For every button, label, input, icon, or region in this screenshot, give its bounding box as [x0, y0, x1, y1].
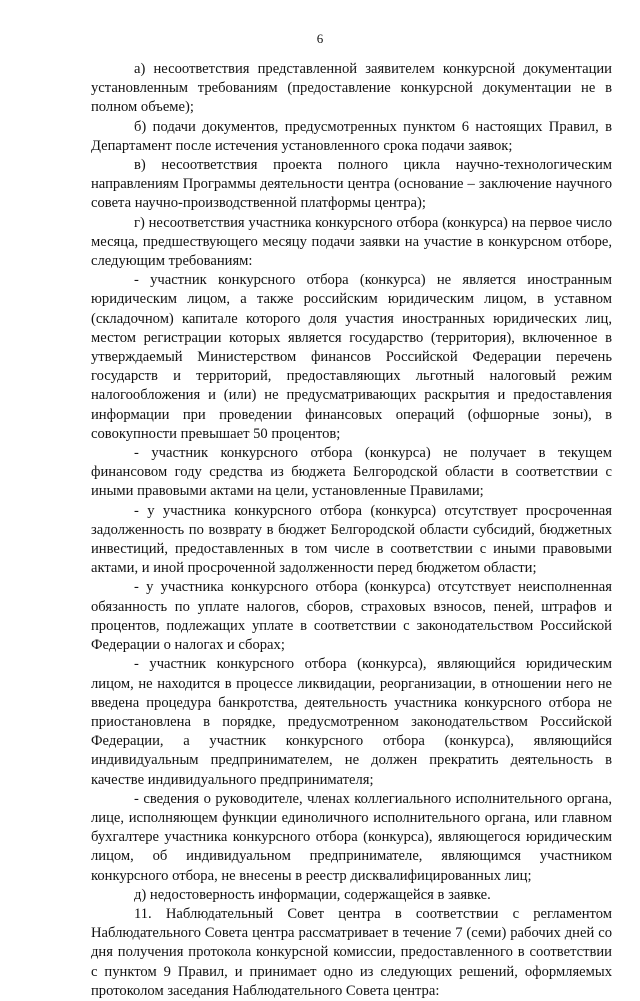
requirement-budget-funds: - участник конкурсного отбора (конкурса) не получает в текущем финансовом году средства из бюджета Белгородской области в соответствии с иными правовыми актами на цели, установленные Правилами; [91, 445, 612, 500]
paragraph-v: в) несоответствия проекта полного цикла научно-технологическим направлениям Программы деятельности центра (основание – заключение научного совета научно-производственной платформы центра); [91, 157, 612, 212]
paragraph-a: а) несоответствия представленной заявителем конкурсной документации установленным требованиям (предоставление конкурсной документации не в полном объеме); [91, 61, 612, 116]
paragraph-g: г) несоответствия участника конкурсного отбора (конкурса) на первое число месяца, предшествующего месяцу подачи заявки на участие в конкурсном отборе, следующим требованиям: [91, 214, 612, 270]
requirement-overdue-debt: - у участника конкурсного отбора (конкурса) отсутствует просроченная задолженность по возврату в бюджет Белгородской области субсидий, бюджетных инвестиций, предоставленных в том числе в соответствии с иными правовыми актами, и иной просроченной задолженности перед бюджетом области; [91, 502, 612, 577]
requirement-tax-obligations: - у участника конкурсного отбора (конкурса) отсутствует неисполненная обязанность по уплате налогов, сборов, страховых взносов, пеней, штрафов и процентов, подлежащих уплате в соответствии с законодательством Российской Федерации о налогах и сборах; [91, 579, 612, 654]
paragraph-11: 11. Наблюдательный Совет центра в соответствии с регламентом Наблюдательного Совета центра рассматривает в течение 7 (семи) рабочих дней со дня получения протокола конкурсной комиссии, предоставленного в соответствии с пунктом 9 Правил, и принимает одно из следующих решений, оформляемых протоколом заседания Наблюдательного Совета центра: [91, 905, 612, 999]
paragraph-b: б) подачи документов, предусмотренных пунктом 6 настоящих Правил, в Департамент после истечения установленного срока подачи заявок; [91, 118, 612, 154]
document-body [91, 60, 612, 1001]
paragraph-d: д) недостоверность информации, содержащейся в заявке. [134, 886, 491, 903]
requirement-liquidation: - участник конкурсного отбора (конкурса), являющийся юридическим лицом, не находится в процессе ликвидации, реорганизации, в отношении него не введена процедура банкротства, деятельность участника конкурсного отбора не приостановлена в порядке, предусмотренном законодательством Российской Федерации, а участник конкурсного отбора (конкурса), являющийся индивидуальным предпринимателем, не должен прекратить деятельность в качестве индивидуального предпринимателя; [91, 656, 612, 788]
requirement-disqualified-persons: - сведения о руководителе, членах коллегиального исполнительного органа, лице, исполняющем функции единоличного исполнительного органа, или главном бухгалтере участника конкурсного отбора (конкурса), являющегося юридическим лицом, об индивидуальном предпринимателе, являющимся участником конкурсного отбора, не внесены в реестр дисквалифицированных лиц; [91, 790, 612, 884]
requirement-foreign-entity: - участник конкурсного отбора (конкурса) не является иностранным юридическим лицом, а также российским юридическим лицом, в уставном (складочном) капитале которого доля участия иностранных юридических лиц, местом регистрации которых является государство (территория), включенное в утверждаемый Министерством финансов Российской Федерации перечень государств и территорий, предоставляющих льготный налоговый режим налогообложения и (или) не предусматривающих раскрытия и предоставления информации при проведении финансовых операций (офшорные зоны), в совокупности превышает 50 процентов; [91, 272, 612, 442]
page-number: 6 [316, 31, 324, 46]
